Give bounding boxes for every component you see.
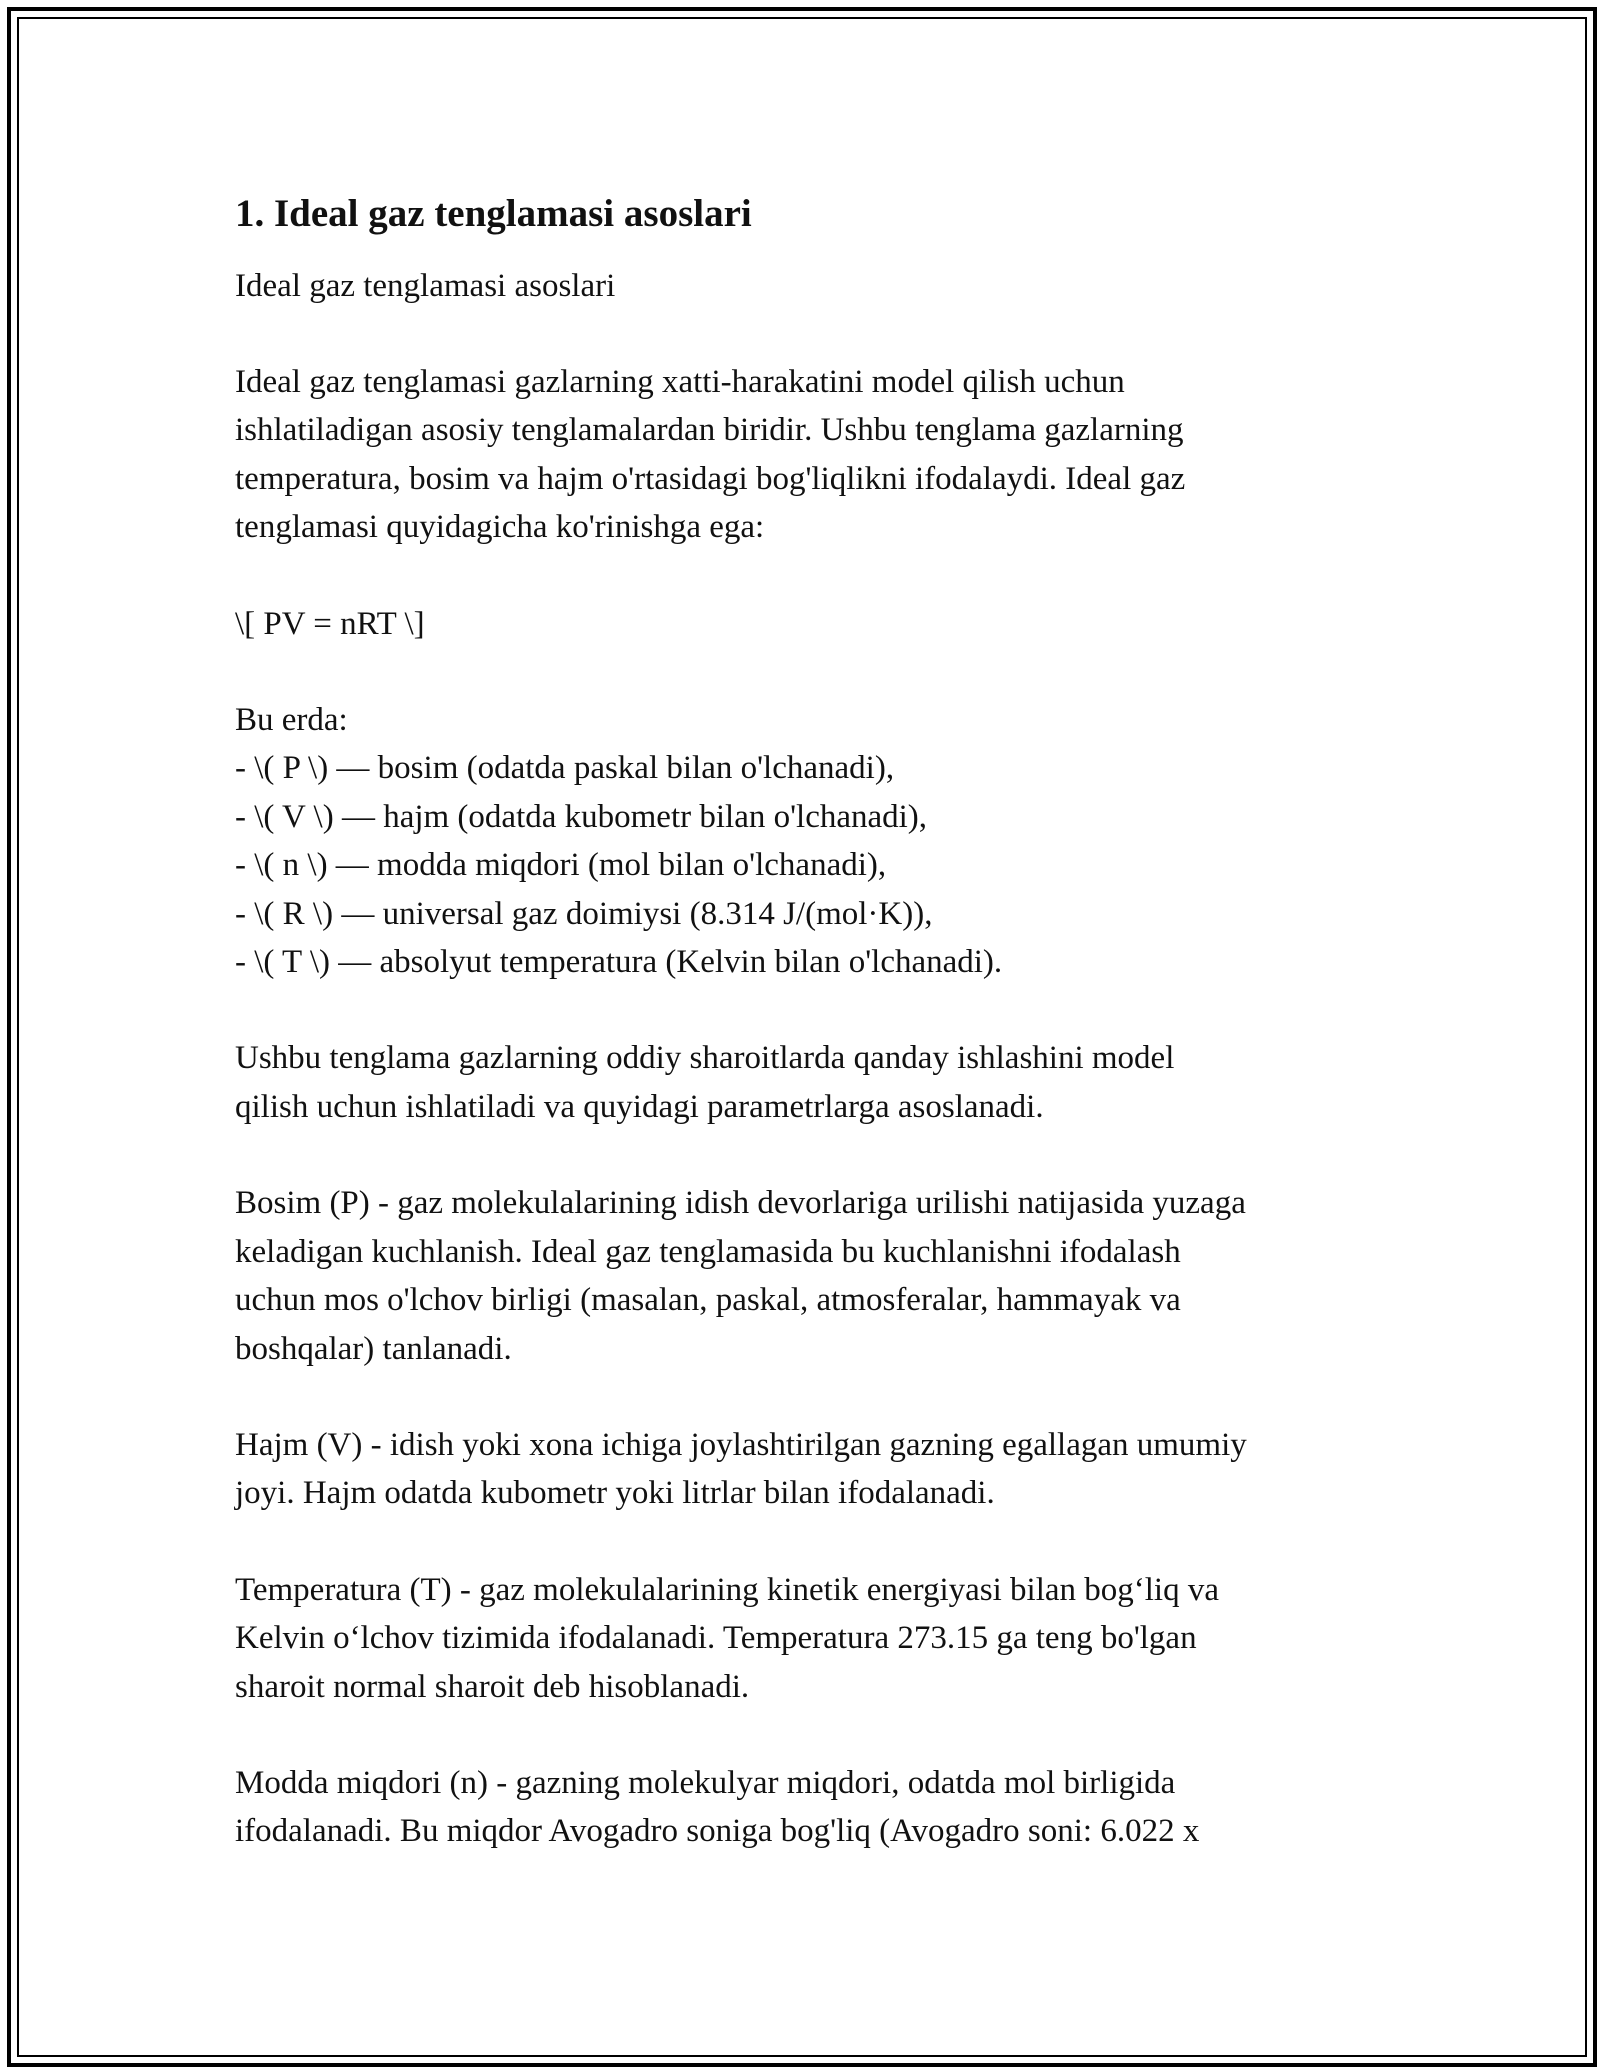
text-line: Kelvin o‘lchov tizimida ifodalanadi. Temperatura 273.15 ga teng bo'lgan xyxy=(235,1620,1197,1657)
text-line: Bosim (P) - gaz molekulalarining idish devorlariga urilishi natijasida yuzaga xyxy=(235,1185,1246,1222)
variables-list xyxy=(235,696,1375,986)
list-item: - \( n \) — modda miqdori (mol bilan o'lchanadi), xyxy=(235,847,887,884)
text-line: ifodalanadi. Bu miqdor Avogadro soniga bog'liq (Avogadro soni: 6.022 x xyxy=(235,1813,1200,1850)
amount-paragraph xyxy=(235,1759,1375,1856)
text-line: tenglamasi quyidagicha ko'rinishga ega: xyxy=(235,509,765,546)
list-item: - \( R \) — universal gaz doimiysi (8.314 J/(mol·K)), xyxy=(235,895,933,932)
pressure-paragraph xyxy=(235,1179,1375,1373)
document-body xyxy=(235,190,1375,1856)
page-title: 1. Ideal gaz tenglamasi asoslari xyxy=(235,192,752,235)
text-line: sharoit normal sharoit deb hisoblanadi. xyxy=(235,1668,750,1705)
temperature-paragraph xyxy=(235,1566,1375,1711)
section-subtitle: Ideal gaz tenglamasi asoslari xyxy=(235,268,616,304)
equation-text: \[ PV = nRT \] xyxy=(235,605,425,642)
list-item: - \( T \) — absolyut temperatura (Kelvin bilan o'lchanadi). xyxy=(235,944,1003,981)
text-line: Ideal gaz tenglamasi gazlarning xatti-harakatini model qilish uchun xyxy=(235,364,1125,400)
text-line: temperatura, bosim va hajm o'rtasidagi bog'liqlikni ifodalaydi. Ideal gaz xyxy=(235,460,1186,497)
text-line: keladigan kuchlanish. Ideal gaz tenglamasida bu kuchlanishni ifodalash xyxy=(235,1233,1181,1270)
list-item: - \( V \) — hajm (odatda kubometr bilan o'lchanadi), xyxy=(235,798,928,835)
text-line: boshqalar) tanlanadi. xyxy=(235,1330,512,1367)
text-line: Modda miqdori (n) - gazning molekulyar miqdori, odatda mol birligida xyxy=(235,1764,1176,1801)
equation xyxy=(235,600,1375,648)
text-line: ishlatiladigan asosiy tenglamalardan biridir. Ushbu tenglama gazlarning xyxy=(235,412,1184,449)
text-line: uchun mos o'lchov birligi (masalan, paskal, atmosferalar, hammayak va xyxy=(235,1282,1181,1319)
text-line: qilish uchun ishlatiladi va quyidagi parametrlarga asoslanadi. xyxy=(235,1088,1044,1125)
list-item: - \( P \) — bosim (odatda paskal bilan o'lchanadi), xyxy=(235,750,895,787)
text-line: Hajm (V) - idish yoki xona ichiga joylashtirilgan gazning egallagan umumiy xyxy=(235,1426,1247,1463)
usage-paragraph xyxy=(235,1034,1375,1131)
text-line: Ushbu tenglama gazlarning oddiy sharoitlarda qanday ishlashini model xyxy=(235,1040,1175,1077)
text-line: Temperatura (T) - gaz molekulalarining kinetik energiyasi bilan bog‘liq va xyxy=(235,1571,1219,1608)
list-heading: Bu erda: xyxy=(235,702,348,739)
intro-paragraph xyxy=(235,358,1375,552)
text-line: joyi. Hajm odatda kubometr yoki litrlar bilan ifodalanadi. xyxy=(235,1475,995,1512)
volume-paragraph xyxy=(235,1421,1375,1518)
